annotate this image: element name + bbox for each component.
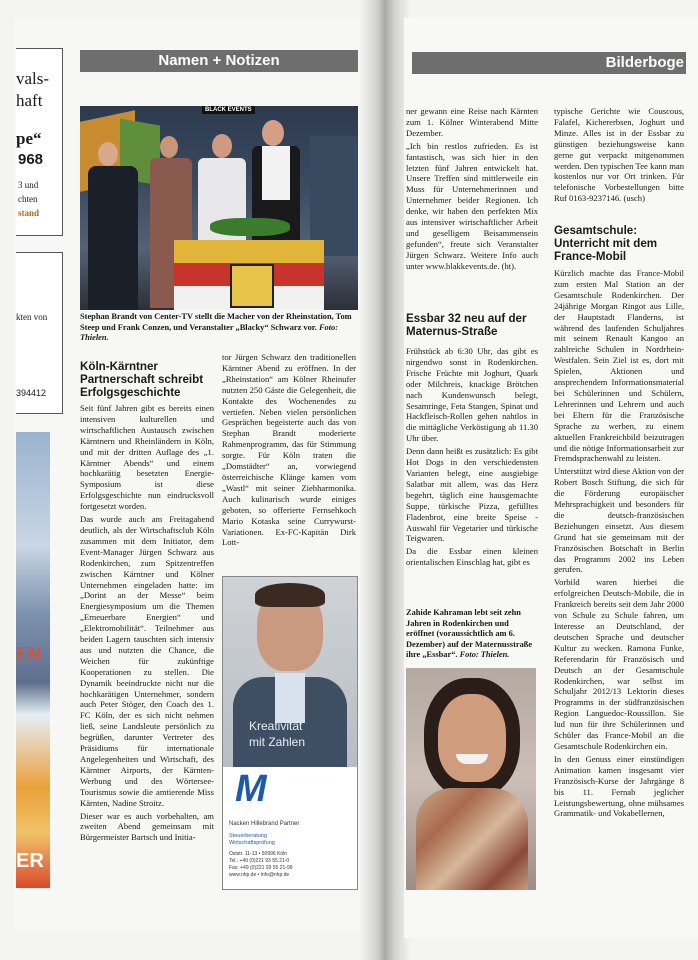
- essbar-article: [406, 346, 538, 570]
- ad-logo-letters: M: [235, 768, 267, 810]
- article-col1-p1: Seit fünf Jahren gibt es bereits einen intensiven kulturellen und wirtschaftlichen Austausch zwischen Kärntnern und Rheinländern in Köln, und mit der dritten Auflage des „1. Kärntner Abends“ und einem hochkarätig besetzten Energie-Symposium ist diese Erfolgsgeschichte nun eindrucksvoll fortgesetzt worden.: [80, 403, 214, 512]
- nhp-advertisement: [222, 576, 358, 890]
- group-photo-caption-text: Stephan Brandt von Center-TV stellt die Macher von der Rheinstation, Tom Steep und Frank Conzen, und Veranstalter „Blacky“ Schwarz vor.: [80, 312, 352, 332]
- page-fold-shadow: [360, 0, 410, 960]
- left-strip-line-1: vals-: [16, 69, 50, 88]
- ad-slogan-2: mit Zahlen: [249, 735, 306, 749]
- left-strip-box2-text: kten von: [16, 312, 48, 322]
- ad-firm-name: Nacken Hillebrand Partner: [229, 821, 300, 827]
- left-strip-line-2: haft: [16, 91, 43, 110]
- right-col1-p1: ner gewann eine Reise nach Kärnten zum 1. Kölner Winterabend Mitte Dezember.: [406, 106, 538, 138]
- group-photo-credit: Foto: Thielen.: [80, 322, 339, 342]
- left-strip-text-3: stand: [18, 208, 40, 218]
- ad-address: Oststr. 11-13 • 50996 Köln: [229, 851, 288, 857]
- article-col-1: [80, 403, 214, 845]
- section-header-namen-notizen: Namen + Notizen: [80, 50, 358, 72]
- essbar-p3: Da die Essbar einen kleinen orientalischen Einschlag hat, gibt es: [406, 546, 538, 568]
- ad-sub-2: Wirtschaftsprüfung: [229, 840, 275, 846]
- right-col2-top: [554, 106, 684, 206]
- right-col1-top: [406, 106, 538, 274]
- school-p3: Vorbild waren hierbei die erfolgreichen Deutsch-Mobile, die in Frankreich bereits seit dem Jahr 2000 von Schule zu Schule fahren, um Interesse an Deutschland, der deutschen Sprache und deutscher Kultur zu wecken. Ramona Funke, Referendarin für Französisch und Deutsch an der Gesamtschule Rodenkirchen, war selbst im Schuljahr 2012/13 Lektorin dieses Programms in der südfranzösischen Region Languedoc-Roussillon. Sie lud nun für ihre Schülerinnen und Schüler das France-Mobil an die Gesamtschule Rodenkirchen ein.: [554, 577, 684, 751]
- left-strip-year: 968: [18, 151, 44, 168]
- left-strip-ad-letters: ER: [16, 850, 44, 872]
- ad-phone: Tel.: +49 (0)221 93 55 21-0: [229, 858, 290, 864]
- ad-slogan-1: Kreativität: [249, 719, 303, 733]
- left-strip-ad: [16, 432, 50, 888]
- school-headline: Gesamtschule: Unterricht mit dem France-Mobil: [554, 224, 658, 263]
- article-col1-p2: Das wurde auch am Freitagabend deutlich, als der Wirtschaftsclub Köln zusammen mit dem Initiator, dem Event-Manager Jürgen Schwarz aus Rodenkirchen, zum Spitzentreffen zwischen Kärntner und Kölner Unternehmen eingeladen hatte: im „Dorint an der Messe“ beim Energiesymposium um die Themen „Erneuerbare Energien“ und „Elektromobilität“. Teilnehmer aus beiden Lagern tauschten sich intensiv aus und nutzten die Chance, die Weichen für zukünftige Kooperationen zu stellen. Die Dynamik beeindruckte nicht nur die hochkarätigen Unternehmer, sondern auch Peter Stöger, den Coach des 1. FC Köln, der es sich nicht nehmen ließ, seine Landsleute persönlich zu begrüßen, darunter Vertreter des Präsidiums für internationale Angelegenheiten und Wirtschaft, des Kärntner Airports, der Kärnten-Werbung und des Wörtersee-Tourismus sowie die amtierende Miss Kärnten, Nadine Stroitz.: [80, 514, 214, 808]
- left-strip-text-2: chten: [18, 194, 38, 204]
- school-p2: Unterstützt wird diese Aktion von der Robert Bosch Stiftung, die sich für die Förderung europäischer Mehrsprachigkeit und besonders für die deutsch-französischen Beziehungen einsetzt. Aus diesem Grund hat sie gemeinsam mit der Französischen Botschaft in Berlin das Programm 2002 ins Leben gerufen.: [554, 466, 684, 575]
- essbar-headline: Essbar 32 neu auf der Maternus-Straße: [406, 312, 527, 338]
- essbar-p2: Denn dann heißt es zusätzlich: Es gibt Hot Dogs in den verschiedensten Varianten belegt, eine ausgiebige Salatbar mit allem, was das Herz begehrt, täglich eine hausgemachte Suppe, türkische Pizza, gefülltes Fladenbrot, eine breite Speise -Auswahl für Vegetarier und türkische Teigwaren.: [406, 446, 538, 544]
- article-col2-p1: tor Jürgen Schwarz den traditionellen Kärntner Abend zu eröffnen. In der „Rheinstation“ am Kölner Rheinufer nutzten 250 Gäste die Gelegenheit, die Kontakte des Wochenendes zu vertiefen. Neben vielen persönlichen Gesprächen begeisterte auch das von Stephan Brandt moderierte Rahmenprogramm, das für Stimmung sorgte. Für Köln traten die „Domstädter“ an, vorwiegend österreichische Klänge kamen vom „Wastl“ mit seiner Ziehharmonika. Auch kulinarisch wurde einiges geboten, so offerierte Fernsehkoch Mario Kotaska seine Currywurst-Variationen. Ex-FC-Kapitän Dirk Lott-: [222, 352, 356, 548]
- zahide-portrait-photo: [406, 668, 536, 890]
- essbar-caption: [406, 608, 538, 661]
- essbar-caption-text: Zahide Kahraman lebt seit zehn Jahren in Rodenkirchen und eröffnet (voraussichtlich am 6. Dezember) auf der Maternusstraße ihre „Essbar“.: [406, 608, 533, 659]
- event-group-photo: [80, 106, 358, 310]
- right-col1-p2: „Ich bin restlos zufrieden. Es ist fantastisch, was sich hier in den letzten fünf Jahren entwickelt hat. Unsere Treffen sind mittlerweile ein Muss für Unternehmerinnen und Unternehmer beider Regionen. Ich denke, wir haben den perfekten Mix aus intensiver wirtschaftlicher Arbeit und geselligem Beisammensein gefunden“, freute sich Veranstalter Jürgen Schwarz. Weitere Info auch unter www.blakkevents.de. (ht).: [406, 140, 538, 271]
- left-strip-phone: 394412: [16, 388, 47, 398]
- essbar-photo-credit: Foto: Thielen.: [459, 650, 510, 659]
- article-col1-p3: Dieser war es auch vorbehalten, am zweiten Abend gemeinsam mit Bürgermeister Bartsch und Initia-: [80, 810, 214, 843]
- right-col2-p1: typische Gerichte wie Couscous, Falafel, Kichererbsen, Joghurt und Minze. Alles ist in der Essbar zu günstigen beziehungsweise kann gerne gut verpackt mitgenommen werden. Den typischen Tee kann man kostenlos nur vor Ort trinken. Für telefonische Vorbestellungen bitte Ruf 0163-9237146. (usch): [554, 106, 684, 204]
- left-strip-ad-letters-mid: EN: [16, 644, 42, 664]
- left-strip-text-1: 3 und: [18, 180, 39, 190]
- article-col-2: [222, 352, 356, 550]
- left-strip-title: pe“: [16, 129, 42, 148]
- ad-fax: Fax: +49 (0)221 93 55 21-99: [229, 865, 293, 871]
- section-header-bilderbogen: Bilderboge: [412, 52, 686, 74]
- school-article: [554, 268, 684, 821]
- school-p1: Kürzlich machte das France-Mobil zum ersten Mal Station an der Gesamtschule Rodenkirchen. Der 24jährige Morgan Ringot aus Lille, der Hauptstadt Flanderns, ist während des laufenden Schuljahres mit seinem Renault Kangoo an zahlreiche Schulen in Nordrhein-Westfalen. Sein Ziel ist es, dort mit Spielen, Aktionen und ansprechendem Informationsmaterial bei Schülerinnen und Schülern, Lehrerinnen und Lehrern und auch bei Eltern für die Französische Sprache zu werben, zu einem aktuellen Frankreichbild beizutragen und die nötige Informationsarbeit zur Fremdsprachenwahl zu leisten.: [554, 268, 684, 464]
- ad-web: www.nhp.de • info@nhp.de: [229, 872, 290, 878]
- event-sign: BLACK EVENTS: [202, 106, 255, 114]
- ad-sub-1: Steuerberatung: [229, 833, 267, 839]
- school-p4: In den Genuss einer einstündigen Animation kamen insgesamt vier Französisch-Kurse der Jahrgänge 8 bis 11. Fernab jeglicher Leistungsbewertung, ohne mühsames Grammatik- und Vokabellernen,: [554, 753, 684, 819]
- essbar-p1: Frühstück ab 6:30 Uhr, das gibt es nirgendwo sonst in Rodenkirchen. Frische Früchte mit Joghurt, Quark oder Milchreis, knackige Brötchen nach Kundenwunsch belegt, Sesamringe, Feta Stangen, Spinat und Hackfleisch-Rollen gehen nahtlos in die mittägliche Verköstigung ab 11.30 Uhr über.: [406, 346, 538, 444]
- group-photo-caption: [80, 312, 358, 344]
- article-headline-koeln-kaernten: Köln-Kärntner Partnerschaft schreibt Erfolgsgeschichte: [80, 360, 204, 399]
